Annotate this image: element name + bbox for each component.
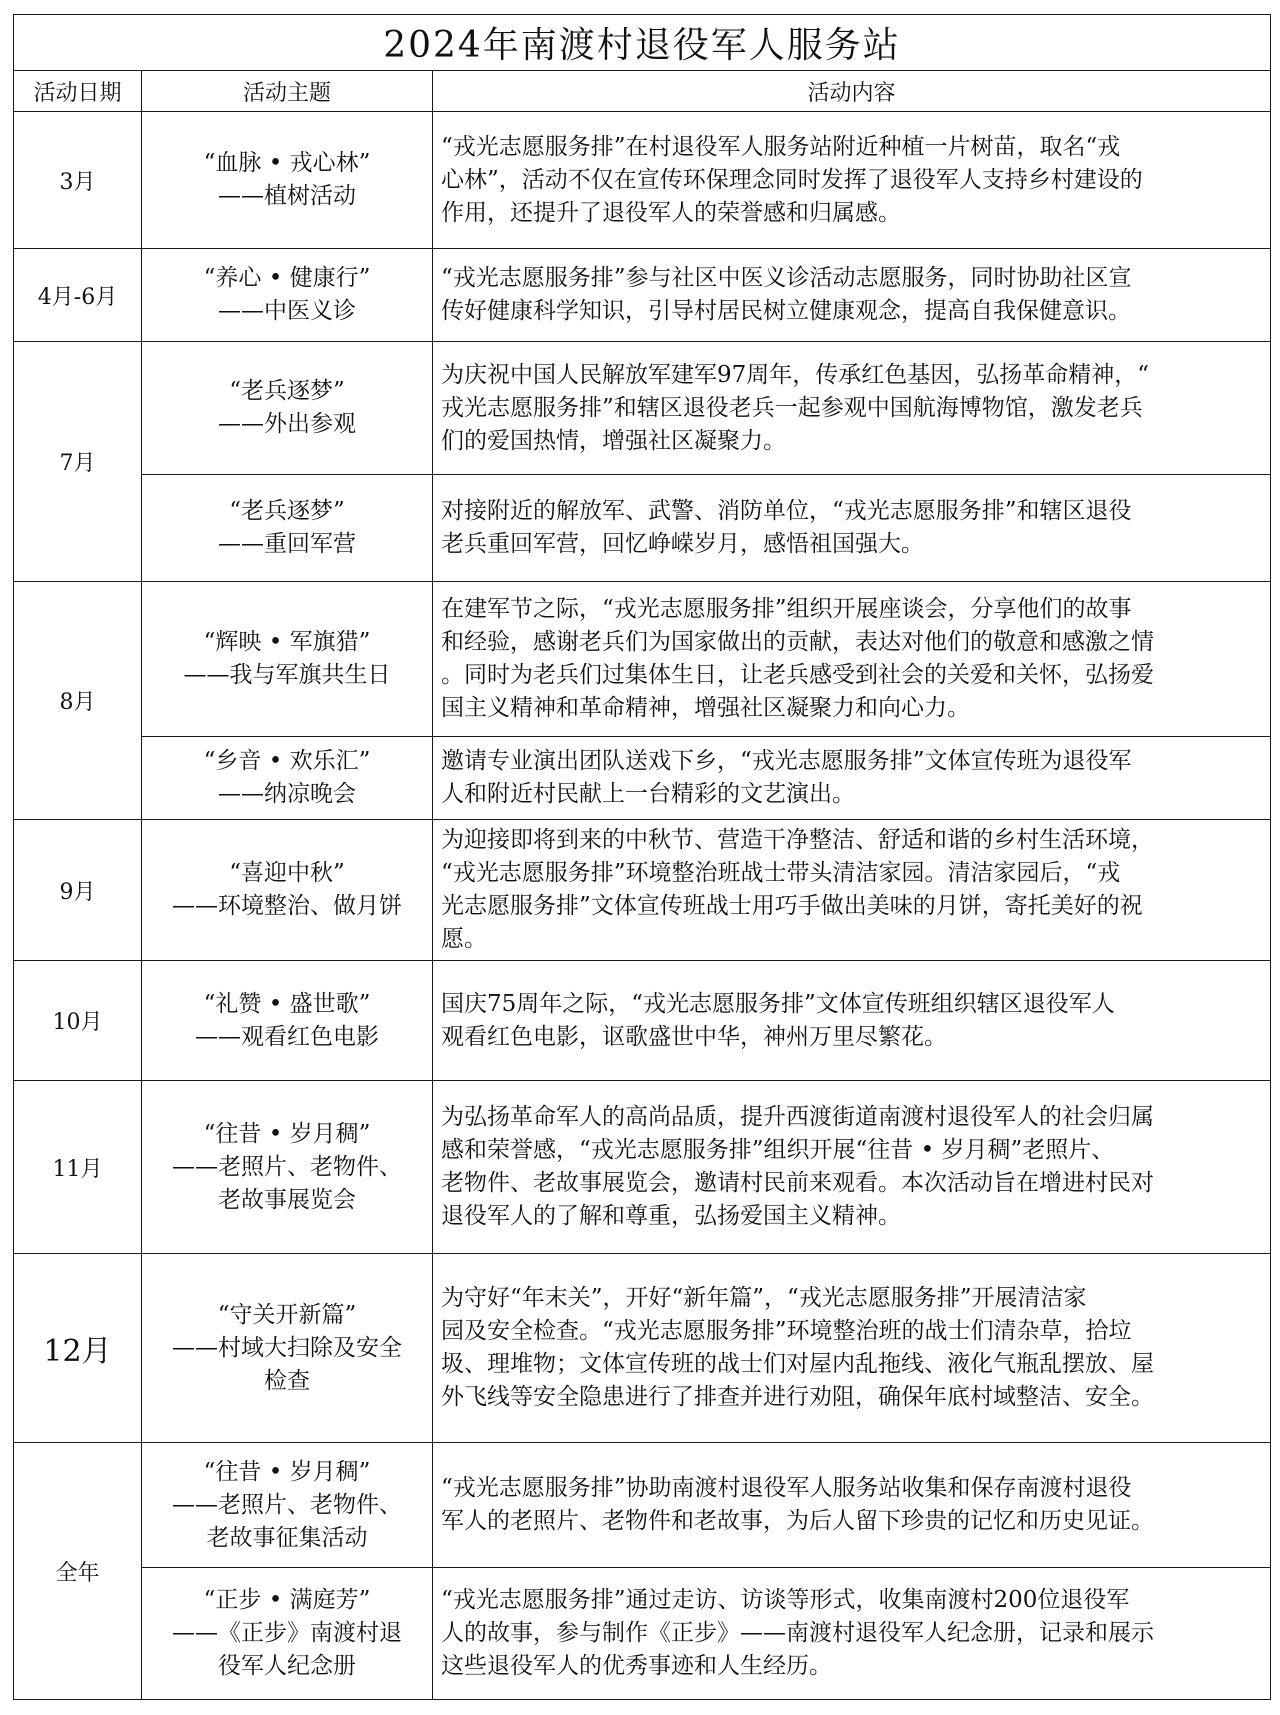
- content-cell: [433, 1443, 1271, 1568]
- table-title: 2024年南渡村退役军人服务站: [14, 15, 1271, 71]
- theme-line: “守关开新篇”: [217, 1301, 357, 1328]
- content-line: “戎光志愿服务排”环境整治班战士带头清洁家园。清洁家园后，“戎: [441, 860, 1121, 886]
- date-cell: 10月: [14, 961, 142, 1081]
- content-line: 作用，还提升了退役军人的荣誉感和归属感。: [441, 199, 901, 226]
- content-line: “戎光志愿服务排”在村退役军人服务站附近种植一片树苗，取名“戎: [441, 133, 1121, 160]
- theme-line: “往昔 • 岁月稠”: [203, 1120, 371, 1147]
- content-cell: [433, 249, 1271, 342]
- table-row: [14, 112, 1271, 249]
- content-line: 为弘扬革命军人的高尚品质，提升西渡街道南渡村退役军人的社会归属: [441, 1104, 1154, 1130]
- table-row: [14, 1443, 1271, 1568]
- content-line: 戎光志愿服务排”和辖区退役老兵一起参观中国航海博物馆，激发老兵: [441, 394, 1143, 421]
- theme-cell: [142, 112, 433, 249]
- content-cell: [433, 1568, 1271, 1700]
- theme-line: “喜迎中秋”: [229, 860, 345, 886]
- content-cell: [433, 820, 1271, 961]
- theme-line: ——观看红色电影: [195, 1023, 379, 1050]
- content-line: 圾、理堆物；文体宣传班的战士们对屋内乱拖线、液化气瓶乱摆放、屋: [441, 1351, 1154, 1377]
- table-row: [14, 737, 1271, 820]
- theme-cell: [142, 475, 433, 582]
- date-cell: 4月-6月: [14, 249, 142, 342]
- header-theme: 活动主题: [142, 71, 433, 112]
- theme-line: “乡音 • 欢乐汇”: [203, 748, 371, 774]
- content-line: 。同时为老兵们过集体生日，让老兵感受到社会的关爱和关怀，弘扬爱: [441, 662, 1154, 688]
- content-line: “戎光志愿服务排”通过走访、访谈等形式，收集南渡村200位退役军: [441, 1587, 1130, 1613]
- theme-line: “正步 • 满庭芳”: [203, 1587, 371, 1613]
- date-cell: 9月: [14, 820, 142, 961]
- service-station-schedule: [13, 14, 1270, 1700]
- table-row: [14, 820, 1271, 961]
- content-line: 老兵重回军营，回忆峥嵘岁月，感悟祖国强大。: [441, 531, 924, 557]
- content-line: 心林”，活动不仅在宣传环保理念同时发挥了退役军人支持乡村建设的: [441, 166, 1143, 193]
- content-line: “戎光志愿服务排”协助南渡村退役军人服务站收集和保存南渡村退役: [441, 1475, 1132, 1501]
- content-line: 国庆75周年之际，“戎光志愿服务排”文体宣传班组织辖区退役军人: [441, 990, 1115, 1017]
- theme-line: “往昔 • 岁月稠”: [203, 1458, 371, 1485]
- content-cell: [433, 112, 1271, 249]
- theme-cell: [142, 961, 433, 1081]
- date-cell: 7月: [14, 342, 142, 582]
- content-line: 军人的老照片、老物件和老故事，为后人留下珍贵的记忆和历史见证。: [441, 1508, 1154, 1534]
- content-cell: [433, 342, 1271, 475]
- table-row: [14, 1568, 1271, 1700]
- theme-line: ——老照片、老物件、: [172, 1491, 402, 1518]
- table-row: [14, 582, 1271, 737]
- content-line: 园及安全检查。“戎光志愿服务排”环境整治班的战士们清杂草，拾垃: [441, 1318, 1132, 1344]
- header-content: 活动内容: [433, 71, 1271, 112]
- content-line: 对接附近的解放军、武警、消防单位，“戎光志愿服务排”和辖区退役: [441, 498, 1132, 524]
- content-line: 和经验，感谢老兵们为国家做出的贡献，表达对他们的敬意和感激之情: [441, 629, 1154, 655]
- content-line: 人和附近村民献上一台精彩的文艺演出。: [441, 781, 855, 807]
- date-cell: 11月: [14, 1081, 142, 1254]
- theme-line: 检查: [264, 1367, 310, 1394]
- theme-line: ——植树活动: [218, 183, 356, 209]
- theme-line: “养心 • 健康行”: [203, 265, 371, 291]
- table-row: [14, 1081, 1271, 1254]
- content-line: 为守好“年末关”，开好“新年篇”，“戎光志愿服务排”开展清洁家: [441, 1285, 1087, 1311]
- theme-line: ——重回军营: [218, 531, 356, 557]
- content-line: “戎光志愿服务排”参与社区中医义诊活动志愿服务，同时协助社区宣: [441, 265, 1132, 291]
- date-cell: 全年: [14, 1443, 142, 1700]
- content-line: 人的故事，参与制作《正步》——南渡村退役军人纪念册，记录和展示: [441, 1620, 1154, 1646]
- content-line: 退役军人的了解和尊重，弘扬爱国主义精神。: [441, 1203, 901, 1229]
- table-row: [14, 1254, 1271, 1443]
- content-line: 国主义精神和革命精神，增强社区凝聚力和向心力。: [441, 695, 970, 721]
- content-line: 为庆祝中国人民解放军建军97周年，传承红色基因，弘扬革命精神，“: [441, 361, 1150, 388]
- theme-line: ——纳凉晚会: [218, 781, 356, 807]
- content-cell: [433, 1254, 1271, 1443]
- theme-cell: [142, 1443, 433, 1568]
- table-row: [14, 475, 1271, 582]
- theme-line: “老兵逐梦”: [229, 378, 345, 404]
- theme-cell: [142, 820, 433, 961]
- date-cell: 8月: [14, 582, 142, 820]
- content-line: 们的爱国热情，增强社区凝聚力。: [441, 427, 786, 454]
- date-cell: 12月: [14, 1254, 142, 1443]
- theme-line: ——中医义诊: [218, 298, 356, 324]
- content-line: 观看红色电影，讴歌盛世中华，神州万里尽繁花。: [441, 1023, 947, 1050]
- theme-cell: [142, 582, 433, 737]
- content-line: 老物件、老故事展览会，邀请村民前来观看。本次活动旨在增进村民对: [441, 1170, 1154, 1196]
- content-cell: [433, 961, 1271, 1081]
- table-row: [14, 342, 1271, 475]
- theme-line: ——村域大扫除及安全: [172, 1334, 402, 1361]
- theme-cell: [142, 737, 433, 820]
- theme-line: “血脉 • 戎心林”: [203, 150, 371, 176]
- content-cell: [433, 475, 1271, 582]
- content-line: 感和荣誉感，“戎光志愿服务排”组织开展“往昔 • 岁月稠”老照片、: [441, 1137, 1115, 1163]
- date-cell: 3月: [14, 112, 142, 249]
- content-cell: [433, 1081, 1271, 1254]
- theme-line: ——环境整治、做月饼: [172, 893, 402, 919]
- theme-line: “辉映 • 军旗猎”: [203, 629, 371, 655]
- theme-line: “礼赞 • 盛世歌”: [203, 990, 371, 1017]
- content-cell: [433, 582, 1271, 737]
- theme-cell: [142, 249, 433, 342]
- theme-cell: [142, 1081, 433, 1254]
- theme-line: 老故事展览会: [218, 1186, 356, 1213]
- content-line: 为迎接即将到来的中秋节、营造干净整洁、舒适和谐的乡村生活环境，: [441, 827, 1154, 853]
- content-line: 传好健康科学知识，引导村居民树立健康观念，提高自我保健意识。: [441, 298, 1131, 324]
- theme-cell: [142, 1254, 433, 1443]
- content-line: 外飞线等安全隐患进行了排查并进行劝阻，确保年底村域整洁、安全。: [441, 1384, 1154, 1410]
- theme-line: 老故事征集活动: [206, 1524, 368, 1551]
- theme-line: ——《正步》南渡村退: [172, 1620, 402, 1646]
- theme-line: ——老照片、老物件、: [172, 1153, 402, 1180]
- content-line: 这些退役军人的优秀事迹和人生经历。: [441, 1653, 832, 1679]
- activity-table: [13, 14, 1271, 1700]
- theme-line: ——外出参观: [218, 411, 356, 437]
- content-line: 愿。: [441, 926, 487, 952]
- table-row: [14, 961, 1271, 1081]
- content-line: 光志愿服务排”文体宣传班战士用巧手做出美味的月饼，寄托美好的祝: [441, 893, 1143, 919]
- content-line: 在建军节之际，“戎光志愿服务排”组织开展座谈会，分享他们的故事: [441, 596, 1132, 622]
- theme-line: “老兵逐梦”: [229, 498, 345, 524]
- theme-line: ——我与军旗共生日: [183, 662, 391, 688]
- theme-cell: [142, 342, 433, 475]
- content-cell: [433, 737, 1271, 820]
- theme-line: 役军人纪念册: [218, 1653, 356, 1679]
- theme-cell: [142, 1568, 433, 1700]
- header-date: 活动日期: [14, 71, 142, 112]
- content-line: 邀请专业演出团队送戏下乡，“戎光志愿服务排”文体宣传班为退役军: [441, 748, 1132, 774]
- table-row: [14, 249, 1271, 342]
